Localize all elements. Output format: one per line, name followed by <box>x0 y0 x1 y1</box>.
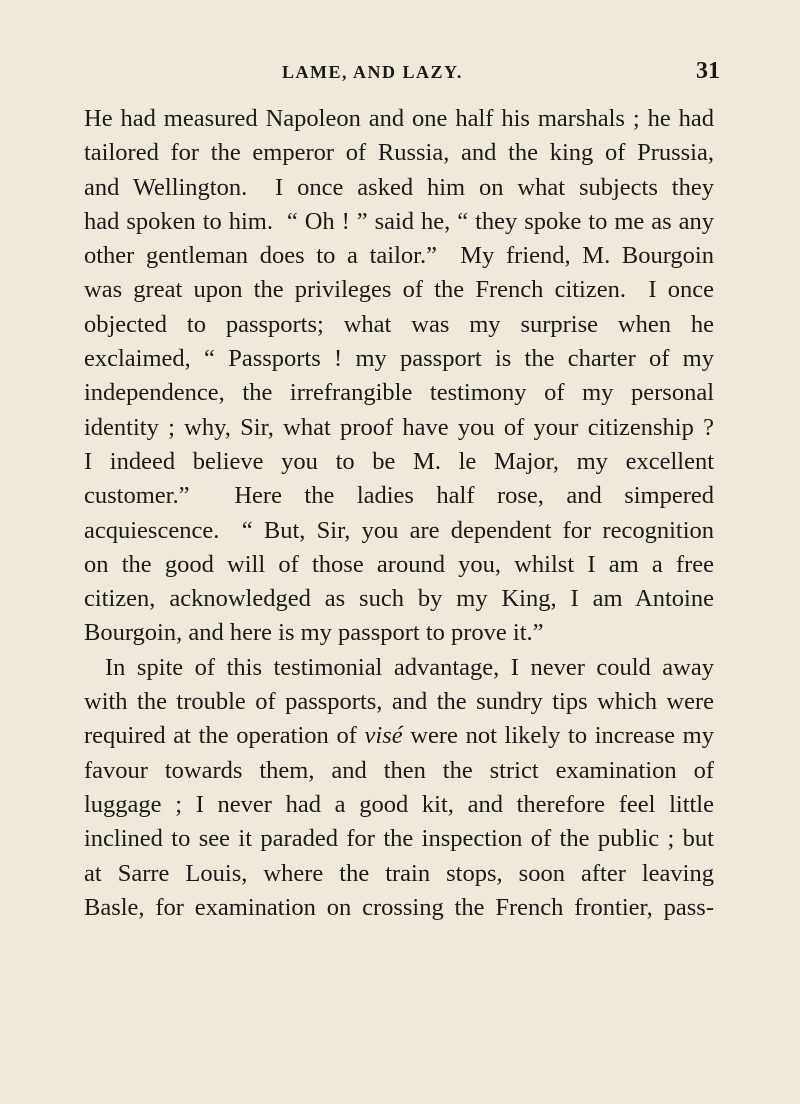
text-line <box>84 136 714 170</box>
text-line <box>84 376 714 410</box>
text-line <box>84 342 714 376</box>
text-segment: required at the operation of <box>84 722 365 750</box>
text-segment: citizen, acknowledged as such by my King, I am Antoine <box>84 585 714 613</box>
text-segment: with the trouble of passports, and the sundry tips which were <box>84 688 714 716</box>
text-line <box>84 616 714 650</box>
text-line <box>84 205 714 239</box>
text-line <box>84 891 714 925</box>
text-line <box>84 754 714 788</box>
text-line <box>84 788 714 822</box>
text-segment: exclaimed, “ Passports ! my passport is the charter of my <box>84 345 714 373</box>
text-line <box>84 514 714 548</box>
text-line <box>84 239 714 273</box>
text-segment: at Sarre Louis, where the train stops, soon after leaving <box>84 859 714 887</box>
text-segment: Basle, for examination on crossing the French frontier, pass- <box>84 893 714 921</box>
text-segment: other gentleman does to a tailor.” My friend, M. Bourgoin <box>84 242 714 270</box>
text-segment: customer.” Here the ladies half rose, and simpered <box>84 482 714 510</box>
text-line <box>84 651 714 685</box>
text-segment: acquiescence. “ But, Sir, you are dependent for recognition <box>84 516 714 544</box>
running-title: LAME, AND LAZY. <box>282 62 463 82</box>
text-line <box>84 171 714 205</box>
text-segment: He had measured Napoleon and one half his marshals ; he had <box>84 105 714 132</box>
text-line <box>84 822 714 856</box>
text-line <box>84 685 714 719</box>
text-segment: inclined to see it paraded for the inspection of the public ; but <box>84 825 714 853</box>
page-number: 31 <box>696 58 720 84</box>
text-line <box>84 411 714 445</box>
text-segment: on the good will of those around you, whilst I am a free <box>84 550 714 578</box>
text-segment: tailored for the emperor of Russia, and the king of Prussia, <box>84 139 714 167</box>
text-line <box>84 548 714 582</box>
text-line <box>84 445 714 479</box>
italic-term: visé <box>364 722 403 750</box>
text-line <box>84 102 714 136</box>
text-segment: identity ; why, Sir, what proof have you of your citizenship ? <box>84 413 714 441</box>
text-line <box>84 479 714 513</box>
text-line <box>84 273 714 307</box>
text-segment: was great upon the privileges of the French citizen. I once <box>84 276 714 304</box>
text-line <box>84 857 714 891</box>
body-text <box>84 102 714 925</box>
text-segment: had spoken to him. “ Oh ! ” said he, “ they spoke to me as any <box>84 207 714 235</box>
text-segment: favour towards them, and then the strict examination of <box>84 756 714 784</box>
text-line <box>84 582 714 616</box>
text-line <box>84 308 714 342</box>
text-segment: were not likely to increase my <box>402 722 714 750</box>
text-line <box>84 719 714 753</box>
text-segment: independence, the irrefrangible testimony of my personal <box>84 379 714 407</box>
text-segment: objected to passports; what was my surprise when he <box>84 310 714 338</box>
text-segment: luggage ; I never had a good kit, and therefore feel little <box>84 790 714 818</box>
text-segment: In spite of this testimonial advantage, I never could away <box>105 653 714 681</box>
text-segment: and Wellington. I once asked him on what subjects they <box>84 173 714 201</box>
text-segment: Bourgoin, and here is my passport to prove it.” <box>84 619 544 647</box>
text-segment: I indeed believe you to be M. le Major, my excellent <box>84 447 714 475</box>
